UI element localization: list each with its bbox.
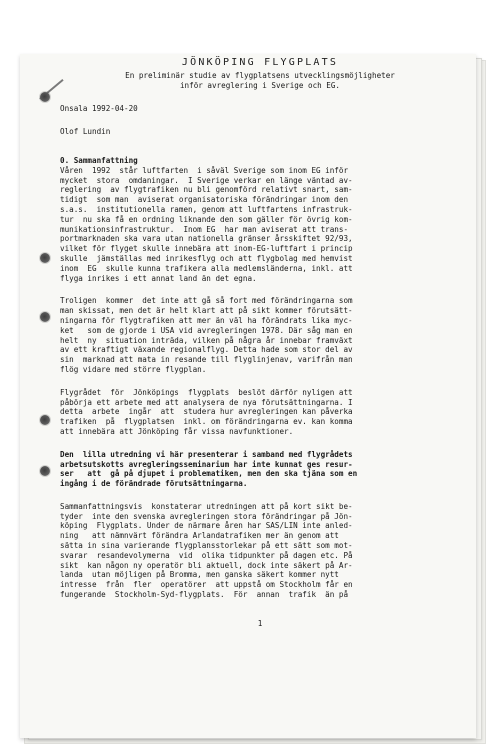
text-line: svarar resandevolymerna vid olika tidpunkter på dagen etc. På — [60, 550, 353, 560]
text-line: skulle jämställas med inrikesflyg och att flygbolag med hemvist — [60, 253, 353, 263]
text-line: s.a.s. institutionella ramen, genom att luftfartens infrastruk- — [60, 204, 353, 214]
text-line: detta arbete ingår att studera hur avregleringen kan påverka — [60, 407, 353, 417]
author-name: Olof Lundin — [60, 127, 111, 137]
text-line: munikationsinfrastruktur. Inom EG har man aviserat att trans- — [60, 224, 349, 234]
text-line: köping Flygplats. Under de närmare åren har SAS/LIN inte anled- — [60, 521, 353, 531]
punch-hole — [40, 466, 50, 476]
punch-hole — [40, 415, 50, 425]
text-line: tur nu ska få en ordning liknande den som gäller för övrig kom- — [60, 214, 353, 224]
text-line: sikt kan någon ny operatör bli aktuell, dock inte säkert på Ar- — [60, 560, 353, 570]
text-line: portmarknaden ska vara utan nationella gränser årsskiftet 92/93, — [60, 234, 353, 244]
paragraph — [60, 166, 460, 284]
text-line: Den lilla utredning vi här presenterar i samband med flygrådets — [60, 449, 353, 459]
place-date: Onsala 1992-04-20 — [60, 104, 138, 114]
text-line: reglering av flygtrafiken nu bli genomförd relativt snart, sam- — [60, 185, 353, 195]
text-line: ningarna för flygtrafiken att mer än väl ha förändrats lika myc- — [60, 315, 353, 325]
document-title: JÖNKÖPING FLYGPLATS — [181, 57, 339, 68]
subtitle-line: inför avreglering i Sverige och EG. — [179, 80, 340, 90]
paragraph-bold — [60, 450, 460, 489]
text-line: mycket stora omdaningar. I Sverige verkar en länge väntad av- — [60, 175, 353, 185]
text-line: vilket för flyget skulle innebära att inom-EG-luftfart i princip — [60, 244, 353, 254]
text-line: inom EG skulle kunna trafikera alla medlemsländerna, inkl. att — [60, 263, 353, 273]
text-line: flyga inrikes i ett annat land än det egna. — [60, 273, 257, 283]
text-line: ning att nämnvärt förändra Arlandatrafiken mer än genom att — [60, 531, 339, 541]
section-heading: 0. Sammanfattning — [60, 155, 138, 165]
text-line: helt ny situation inträda, vilken på några år innebar framväxt — [60, 335, 353, 345]
text-line: sin marknad att mata in resande till flyglinjenav, varifrån man — [60, 355, 353, 365]
text-line: Sammanfattningsvis konstaterar utredningen att på kort sikt be- — [60, 501, 353, 511]
text-line: fungerande Stockholm-Syd-flygplats. För annan trafik än på — [60, 590, 349, 600]
text-line: arbetsutskotts avregleringsseminarium har inte kunnat ges resur- — [60, 459, 353, 469]
punch-hole — [40, 312, 50, 322]
text-line: att innebära att Jönköping får vissa navfunktioner. — [60, 426, 294, 436]
document-page — [20, 54, 476, 738]
paragraph — [60, 296, 460, 374]
subtitle-line: En preliminär studie av flygplatsens utvecklingsmöjligheter — [125, 70, 395, 80]
text-line: påbörja ett arbete med att analysera de nya förutsättningarna. I — [60, 397, 353, 407]
page-number: 1 — [257, 619, 263, 628]
text-line: landa utan möjligen på Bromma, men ganska säkert kommer nytt — [60, 570, 339, 580]
text-line: intresse från fler operatörer att uppstå om Stockholm får en — [60, 580, 353, 590]
text-line: tidigt som man aviserat organisatoriska förändringar inom den — [60, 195, 349, 205]
text-line: flög vidare med större flygplan. — [60, 364, 207, 374]
text-line: ingång i de förändrade förutsättningarna. — [60, 479, 248, 489]
text-line: trafiken på flygplatsen inkl. om förändringarna ev. kan komma — [60, 417, 353, 427]
paragraph — [60, 388, 460, 437]
document-subtitle — [60, 71, 460, 91]
text-line: ket som de gjorde i USA vid avregleringen 1978. Där såg man en — [60, 325, 353, 335]
text-line: av ett kraftigt växande regionalflyg. Detta hade som stor del av — [60, 345, 353, 355]
punch-hole — [40, 92, 50, 102]
text-line: Troligen kommer det inte att gå så fort med förändringarna som — [60, 296, 353, 306]
text-line: Flygrådet för Jönköpings flygplats beslöt därför nyligen att — [60, 387, 353, 397]
text-line: Våren 1992 står luftfarten i såväl Sverige som inom EG inför — [60, 165, 349, 175]
text-line: sätta in sina varierande flygplansstorlekar på ett sätt som mot- — [60, 541, 353, 551]
text-line: ser att gå på djupet i problematiken, men den ska tjäna som en — [60, 469, 358, 479]
paragraph — [60, 502, 460, 600]
punch-hole — [40, 253, 50, 263]
text-line: tyder inte den svenska avregleringen stora förändringar på Jön- — [60, 511, 353, 521]
document-text — [60, 57, 460, 628]
text-line: man skissat, men det är helt klart att på sikt kommer förutsätt- — [60, 306, 353, 316]
